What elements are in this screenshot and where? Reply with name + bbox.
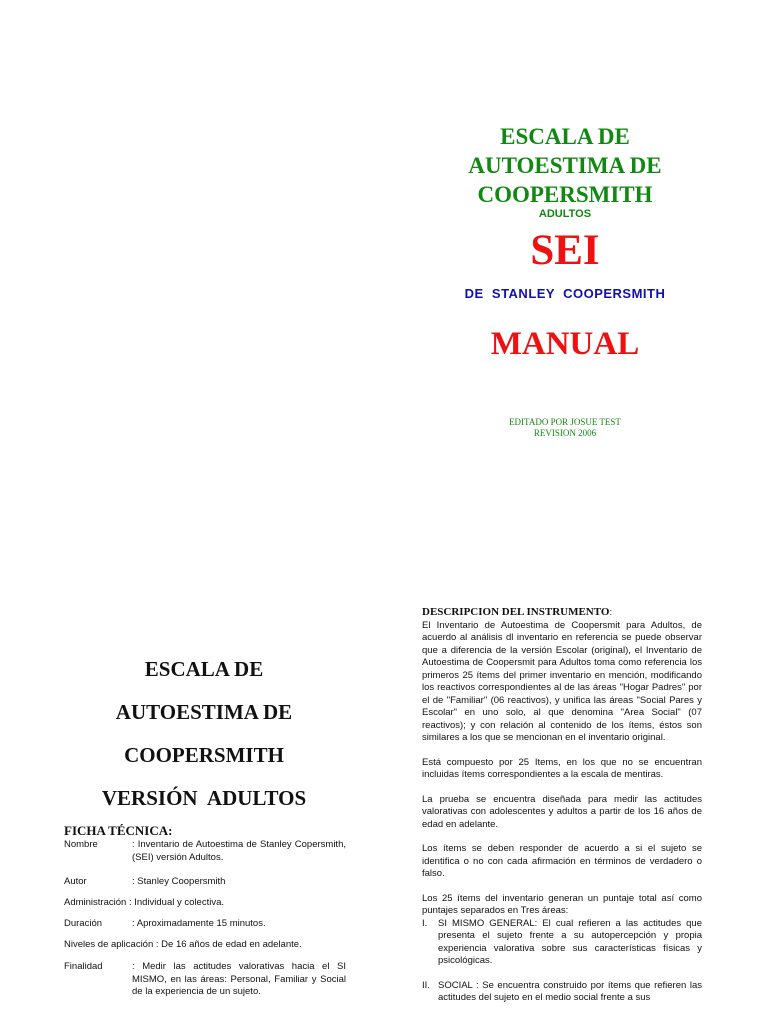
ficha-label: Nombre	[64, 839, 98, 850]
area-number: II.	[422, 979, 430, 991]
description-heading-colon: :	[609, 607, 613, 618]
ficha-value: Niveles de aplicación : De 16 años de edad en adelante.	[64, 939, 302, 950]
cover-title-line: AUTOESTIMA DE	[468, 153, 662, 178]
cover-author: DE STANLEY COOPERSMITH	[464, 286, 666, 301]
ficha-label: Autor	[64, 876, 87, 887]
description-heading-row	[422, 606, 702, 620]
ficha-row	[64, 897, 346, 910]
description-column	[422, 606, 702, 1017]
ficha-value: : Stanley Coopersmith	[132, 876, 226, 887]
description-heading: DESCRIPCION DEL INSTRUMENTO	[422, 606, 610, 618]
ficha-value: : Inventario de Autoestima de Stanley Copersmith, (SEI) versión Adultos.	[132, 839, 346, 863]
cover-edition-info	[410, 417, 720, 439]
ficha-value: : Medir las actitudes valorativas hacia el SI MISMO, en las áreas: Personal, Familiar y Social de la experiencia de un sujeto.	[132, 961, 346, 997]
ficha-value: : Aproximadamente 15 minutos.	[132, 918, 266, 929]
cover-title-line: ESCALA DE	[500, 124, 630, 149]
cover-edited-by: EDITADO POR JOSUE TEST	[509, 417, 621, 427]
area-text: SOCIAL : Se encuentra construido por ítems que refieren las actitudes del sujeto en el medio social frente a sus	[438, 979, 702, 1003]
area-number: I.	[422, 917, 428, 929]
cover-acronym: SEI	[530, 227, 600, 274]
cover-subtitle: ADULTOS	[538, 208, 592, 220]
ficha-row	[64, 839, 346, 864]
ficha-row	[64, 876, 346, 889]
section-title-line: VERSIÓN ADULTOS	[101, 786, 307, 810]
ficha-label: Finalidad	[64, 961, 103, 972]
description-paragraph: El Inventario de Autoestima de Coopersmit para Adultos, de acuerdo al análisis dl inventario en referencia se puede observar que a diferencia de la versión Escolar (original), el Inventario de Autoestima de Coopersmit para Adultos toma como referencia los primeros 25 ítems del primer inventario en mención, modificando los reactivos correspondientes al de las áreas "Hogar Padres" por el de "Familiar" (06 reactivos), y unifica las áreas "Social Pares y Escolar" en uno solo, al que denomina "Area Social" (07 reactivos); y con relación al contenido de los ítems, éstos son similares a los que se mencionan en el inventario original.	[422, 619, 702, 743]
ficha-value: Administración : Individual y colectiva.	[64, 897, 224, 908]
cover-title	[410, 122, 720, 209]
area-list-item	[422, 918, 702, 968]
cover-title-line: COOPERSMITH	[477, 182, 653, 207]
ficha-row	[64, 961, 346, 999]
ficha-heading: FICHA TÉCNICA:	[64, 823, 173, 838]
section-title-line: AUTOESTIMA DE	[115, 700, 293, 724]
area-text: SI MISMO GENERAL: El cual refieren a las actitudes que presenta el sujeto frente a su autopercepción y propia experiencia valorativa sobre sus características físicas y psicológicas.	[438, 917, 702, 966]
ficha-row	[64, 918, 346, 931]
description-paragraph: Los 25 ítems del inventario generan un puntaje total así como puntajes separados en Tres áreas:	[422, 892, 702, 916]
cover-manual-title: MANUAL	[490, 326, 640, 362]
cover-revision: REVISION 2006	[533, 428, 597, 438]
section-title-line: COOPERSMITH	[124, 743, 284, 767]
ficha-row	[64, 939, 346, 952]
section-title-line: ESCALA DE	[144, 657, 264, 681]
ficha-label: Duración	[64, 918, 103, 929]
description-paragraph: Está compuesto por 25 Items, en los que no se encuentran incluidas ítems correspondientes a la escala de mentiras.	[422, 756, 702, 780]
description-paragraph: Los ítems se deben responder de acuerdo a si el sujeto se identifica o no con cada afirmación en términos de verdadero o falso.	[422, 843, 702, 879]
section-title	[56, 648, 352, 820]
description-paragraph: La prueba se encuentra diseñada para medir las actitudes valorativas con adolescentes y adultos a partir de los 16 años de edad en adelante.	[422, 793, 702, 830]
area-list-item	[422, 980, 702, 1005]
